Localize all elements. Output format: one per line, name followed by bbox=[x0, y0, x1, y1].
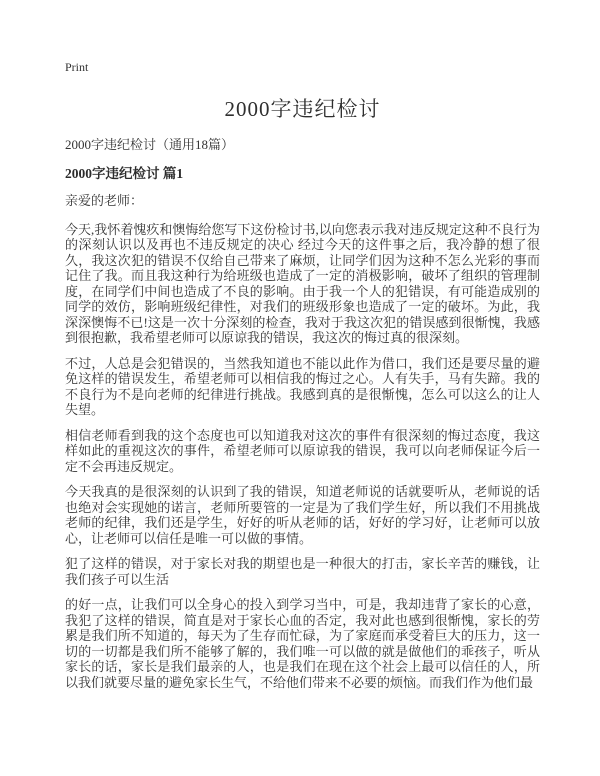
body-paragraph-2: 不过，人总是会犯错误的，当然我知道也不能以此作为借口，我们还是要尽量的避免这样的错误发生，希望老师可以相信我的悔过之心。人有失手，马有失蹄。我的不良行为不是向老师的纪律进行挑战。我感到真的是很惭愧，怎么可以这么的让人失望。 bbox=[65, 355, 540, 417]
body-paragraph-3: 相信老师看到我的这个态度也可以知道我对这次的事件有很深刻的悔过态度，我这样如此的重视这次的事件，希望老师可以原谅我的错误，我可以向老师保证今后一定不会再违反规定。 bbox=[65, 427, 540, 474]
page-title: 2000字违纪检讨 bbox=[224, 97, 381, 121]
body-paragraph-4: 今天我真的是很深刻的认识到了我的错误，知道老师说的话就要听从，老师说的话也绝对会实现她的诺言，老师所要管的一定是为了我们学生好，所以我们不用挑战老师的纪律，我们还是学生，好好的听从老师的话，好好的学习好，让老师可以放心，让老师可以信任是唯一可以做的事情。 bbox=[65, 484, 540, 546]
document-body bbox=[65, 222, 540, 691]
body-paragraph-1: 今天,我怀着愧疚和懊悔给您写下这份检讨书,以向您表示我对违反规定这种不良行为的深刻认识以及再也不违反规定的决心 经过今天的这件事之后，我冷静的想了很久，我这次犯的错误不仅给自己带来了麻烦，让同学们因为这种不怎么光彩的事而记住了我。而且我这种行为给班级也造成了一定的消极影响，破坏了组织的管理制度，在同学们中间也造成了不良的影响。由于我一个人的犯错误，有可能造成别的同学的效仿，影响班级纪律性，对我们的班级形象也造成了一定的破坏。为此，我深深懊悔不已!这是一次十分深刻的检查，我对于我这次犯的错误感到很惭愧，我感到很抱歉，我希望老师可以原谅我的错误，我这次的悔过真的很深刻。 bbox=[65, 221, 540, 345]
document-subtitle: 2000字违纪检讨（通用18篇） bbox=[65, 137, 235, 152]
print-button[interactable]: Print bbox=[65, 60, 89, 74]
body-paragraph-6: 的好一点，让我们可以全身心的投入到学习当中，可是，我却违背了家长的心意，我犯了这样的错误，简直是对于家长心血的否定，我对此也感到很惭愧，家长的劳累是我们所不知道的，每天为了生存而忙碌，为了家庭而承受着巨大的压力，这一切的一切都是我们所不能够了解的，我们唯一可以做的就是做他们的乖孩子，听从家长的话，家长是我们最亲的人，也是我们在现在这个社会上最可以信任的人，所以我们就要尽量的避免家长生气，不给他们带来不必要的烦恼。而我们作为他们最 bbox=[65, 597, 540, 690]
salutation: 亲爱的老师： bbox=[65, 193, 144, 208]
section-heading-part1: 2000字违纪检讨 篇1 bbox=[65, 166, 184, 181]
body-paragraph-5: 犯了这样的错误，对于家长对我的期望也是一种很大的打击，家长辛苦的赚钱，让我们孩子可以生活 bbox=[65, 556, 540, 587]
